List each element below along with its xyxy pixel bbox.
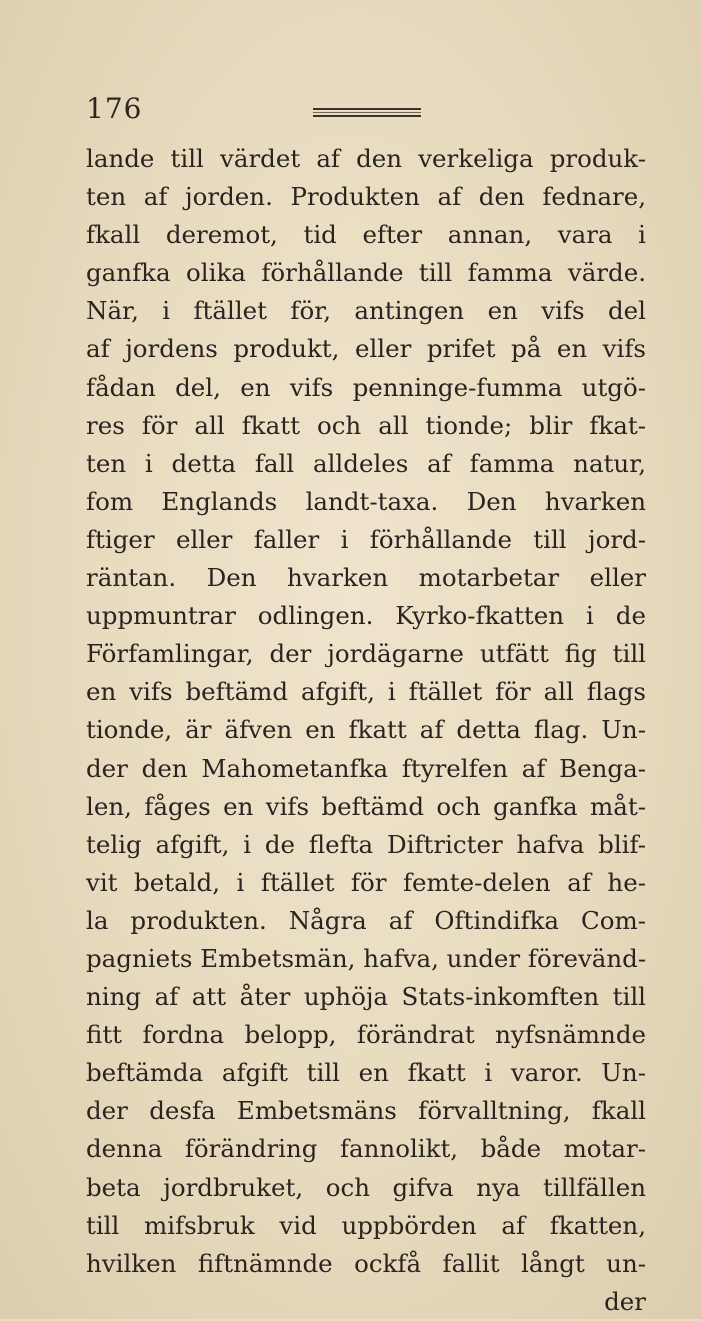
- text-line: När, i ftället för, antingen en vifs del: [86, 296, 646, 326]
- text-line: en vifs beftämd afgift, i ftället för all flags: [86, 677, 646, 707]
- text-line: uppmuntrar odlingen. Kyrko-fkatten i de: [86, 601, 646, 631]
- text-line: ganfka olika förhållande till famma värde.: [86, 258, 646, 288]
- page-number: 176: [86, 92, 143, 125]
- text-line: ftiger eller faller i förhållande till jord-: [86, 524, 646, 554]
- text-line: pagniets Embetsmän, hafva, under förevänd-: [86, 943, 647, 973]
- text-line: ning af att åter uphöja Stats-inkomften till: [86, 982, 646, 1012]
- text-line: ten af jorden. Produkten af den fednare,: [86, 182, 646, 212]
- text-line: Förfamlingar, der jordägarne utfätt fig till: [86, 639, 646, 669]
- catchword: der: [604, 1286, 646, 1316]
- text-line: len, fåges en vifs beftämd och ganfka måt-: [86, 791, 646, 821]
- text-line: vit betald, i ftället för femte-delen af he-: [86, 867, 646, 897]
- text-line: hvilken fiftnämnde ockfå fallit långt un-: [86, 1248, 646, 1278]
- text-line: fom Englands landt-taxa. Den hvarken: [86, 486, 646, 516]
- text-line: beta jordbruket, och gifva nya tillfällen: [86, 1172, 646, 1202]
- text-line: beftämda afgift till en fkatt i varor. Un-: [86, 1058, 646, 1088]
- text-line: af jordens produkt, eller prifet på en vifs: [86, 334, 646, 364]
- text-line: fkall deremot, tid efter annan, vara i: [86, 220, 646, 250]
- text-line: la produkten. Några af Oftindifka Com-: [86, 905, 646, 935]
- text-line: lande till värdet af den verkeliga produk-: [86, 144, 646, 173]
- text-line: der desfa Embetsmäns förvalltning, fkall: [86, 1096, 646, 1126]
- header-ornament-rule: [313, 108, 421, 117]
- text-line: res för all fkatt och all tionde; blir fkat-: [86, 410, 646, 440]
- text-line: tionde, är äfven en fkatt af detta flag. Un-: [86, 715, 646, 745]
- text-line: telig afgift, i de flefta Diftricter hafva blif-: [86, 829, 646, 859]
- text-line: denna förändring fannolikt, både motar-: [86, 1134, 646, 1164]
- body-text: [86, 140, 646, 1321]
- text-line: fådan del, en vifs penninge-fumma utgö-: [86, 372, 646, 402]
- text-line: ten i detta fall alldeles af famma natur,: [86, 448, 646, 478]
- text-line: der den Mahometanfka ftyrelfen af Benga-: [86, 753, 646, 783]
- page-header: [86, 92, 646, 132]
- text-line: till mifsbruk vid uppbörden af fkatten,: [86, 1210, 646, 1240]
- text-line: räntan. Den hvarken motarbetar eller: [86, 563, 646, 593]
- text-line: fitt fordna belopp, förändrat nyfsnämnde: [86, 1020, 646, 1050]
